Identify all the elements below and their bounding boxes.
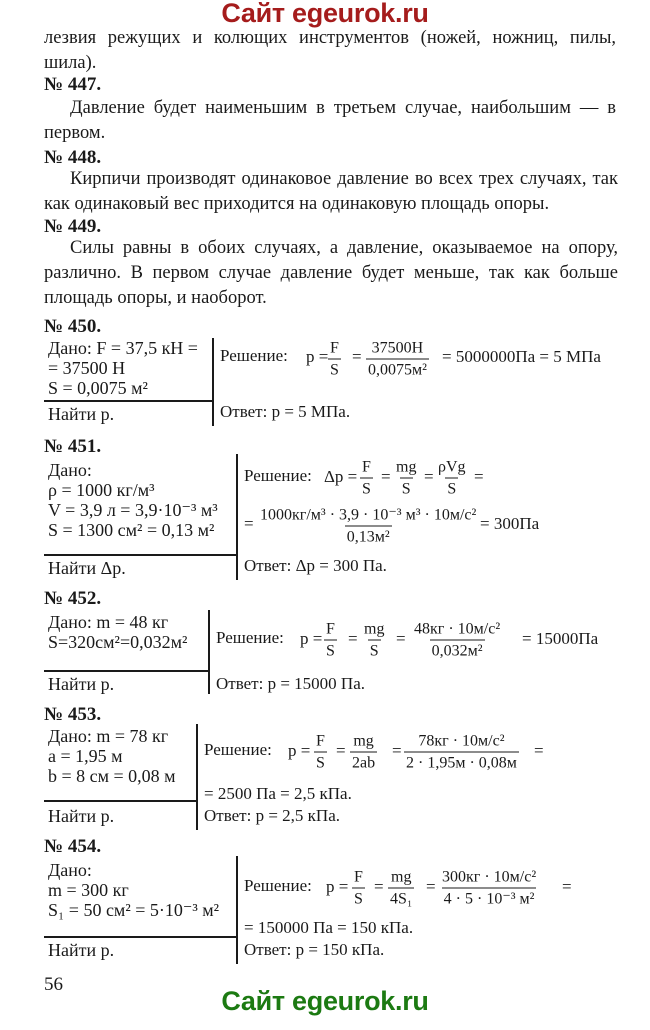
given-line: S₁ = 50 см² = 5·10⁻³ м²	[48, 900, 220, 920]
equals-sign: =	[562, 877, 572, 896]
fraction-numerator: F	[326, 620, 335, 638]
page-number: 56	[44, 974, 63, 995]
given-line: V = 3,9 л = 3,9·10⁻³ м³	[48, 500, 218, 520]
given-separator	[212, 338, 214, 426]
formula-result: = 5000000Па = 5 МПа	[442, 347, 601, 366]
problem-449-number: № 449.	[44, 216, 102, 237]
fraction-denominator: 2 · 1,95м · 0,08м	[404, 752, 519, 773]
problem-451-find: Найти Δp.	[48, 558, 126, 578]
fraction-denominator: S	[400, 478, 413, 499]
given-line: ρ = 1000 кг/м³	[48, 480, 155, 500]
equals-sign: =	[424, 467, 434, 486]
fraction-denominator: 4S₁	[388, 888, 414, 909]
equals-sign: =	[392, 741, 402, 760]
fraction-f-over-s	[352, 868, 365, 909]
problem-453-find: Найти p.	[48, 806, 115, 826]
problem-450-given	[48, 338, 198, 398]
given-line: b = 8 см = 0,08 м	[48, 766, 176, 786]
fraction-numerator: F	[330, 339, 339, 357]
fraction-mg-over-2ab	[350, 732, 377, 773]
given-divider	[44, 800, 198, 802]
given-separator	[196, 724, 198, 830]
equals-sign: =	[474, 467, 484, 486]
fraction-denominator: S	[445, 478, 458, 499]
fraction-numerator: F	[316, 732, 325, 750]
problem-450-find: Найти p.	[48, 404, 115, 424]
problem-452-number: № 452.	[44, 588, 102, 609]
fraction-denominator: S	[368, 640, 381, 661]
fraction-f-over-s	[360, 458, 373, 499]
given-line: a = 1,95 м	[48, 746, 123, 766]
fraction-rhovg-over-s	[436, 458, 468, 499]
problem-452-answer: Ответ: p = 15000 Па.	[216, 674, 365, 693]
fraction-values	[440, 868, 538, 909]
solution-label: Решение:	[244, 876, 312, 895]
given-divider	[44, 400, 214, 402]
fraction-denominator: 2ab	[350, 752, 377, 773]
given-line: Дано:	[48, 860, 92, 880]
fraction-mg-over-s	[394, 458, 418, 499]
problem-454-find: Найти p.	[48, 940, 115, 960]
fraction-values	[366, 339, 429, 380]
problem-448-number: № 448.	[44, 147, 102, 168]
fraction-numerator: 48кг · 10м/с²	[414, 620, 501, 638]
intro-text: лезвия режущих и колющих инструментов (ножей, ножниц, пилы, шила).	[44, 28, 616, 73]
fraction-numerator: ρVg	[438, 458, 466, 476]
formula-lhs: p =	[288, 741, 311, 760]
formula-lhs: p =	[300, 629, 323, 648]
site-banner-bottom: Сайт egeurok.ru	[221, 986, 429, 1016]
problem-453-number: № 453.	[44, 704, 102, 725]
given-line: S = 0,0075 м²	[48, 378, 148, 398]
given-line: S=320см²=0,032м²	[48, 632, 188, 652]
given-line: m = 300 кг	[48, 880, 129, 900]
problem-451-given	[48, 460, 218, 540]
equals-sign: =	[426, 877, 436, 896]
solution-label: Решение:	[216, 628, 284, 647]
given-line: Дано: m = 78 кг	[48, 726, 169, 746]
fraction-numerator: mg	[396, 458, 417, 476]
equals-sign: =	[374, 877, 384, 896]
equals-sign: =	[348, 629, 358, 648]
problem-451-number: № 451.	[44, 436, 102, 457]
problem-454-result: = 150000 Па = 150 кПа.	[244, 918, 414, 937]
problem-452-find: Найти p.	[48, 674, 115, 694]
fraction-denominator: 0,032м²	[430, 640, 485, 661]
fraction-values	[404, 732, 519, 773]
fraction-mg-over-s	[362, 620, 386, 661]
problem-453-answer: Ответ: p = 2,5 кПа.	[204, 806, 340, 825]
fraction-denominator: 0,0075м²	[366, 359, 429, 380]
fraction-denominator: S	[324, 640, 337, 661]
fraction-denominator: S	[360, 478, 373, 499]
fraction-denominator: S	[352, 888, 365, 909]
problem-453-given	[48, 726, 176, 786]
fraction-numerator: 300кг · 10м/с²	[442, 868, 537, 886]
given-separator	[208, 610, 210, 694]
equals-sign: =	[244, 514, 254, 533]
fraction-denominator: 0,13м²	[345, 526, 392, 547]
fraction-values	[412, 620, 502, 661]
problem-453-result: = 2500 Па = 2,5 кПа.	[204, 784, 352, 803]
fraction-f-over-s	[314, 732, 327, 773]
given-divider	[44, 554, 238, 556]
problem-450-number: № 450.	[44, 316, 102, 337]
site-banner-top: Сайт egeurok.ru	[221, 0, 429, 28]
formula-lhs: p =	[326, 877, 349, 896]
given-line: Дано:	[48, 460, 92, 480]
problem-454-given	[48, 860, 219, 920]
given-line: Дано: m = 48 кг	[48, 612, 169, 632]
formula-lhs: p =	[306, 347, 329, 366]
problem-448-text: Кирпичи производят одинаковое давление во всех трех случаях, так как одинаковый вес приходится на одинаковую площадь опоры.	[44, 169, 618, 214]
fraction-f-over-s	[328, 339, 341, 380]
fraction-numerator: 1000кг/м³ · 3,9 · 10⁻³ м³ · 10м/с²	[260, 506, 477, 524]
fraction-numerator: 37500Н	[371, 339, 424, 357]
fraction-numerator: mg	[353, 732, 374, 750]
equals-sign: =	[381, 467, 391, 486]
fraction-values	[258, 506, 478, 547]
fraction-numerator: mg	[391, 868, 412, 886]
solution-label: Решение:	[220, 346, 288, 365]
fraction-numerator: F	[362, 458, 371, 476]
fraction-numerator: mg	[364, 620, 385, 638]
formula-result: = 15000Па	[522, 629, 599, 648]
fraction-numerator: 78кг · 10м/с²	[418, 732, 505, 750]
problem-450-answer: Ответ: p = 5 МПа.	[220, 402, 351, 421]
fraction-denominator: 4 · 5 · 10⁻³ м²	[442, 888, 537, 909]
formula-lhs: Δp =	[324, 467, 358, 486]
problem-454-number: № 454.	[44, 836, 102, 857]
fraction-numerator: F	[354, 868, 363, 886]
given-divider	[44, 670, 210, 672]
given-line: = 37500 Н	[48, 358, 126, 378]
fraction-f-over-s	[324, 620, 337, 661]
problem-451-answer: Ответ: Δp = 300 Па.	[244, 556, 387, 575]
problem-447-number: № 447.	[44, 74, 102, 95]
problem-449-text: Силы равны в обоих случаях, а давление, оказываемое на опору, различно. В первом случае давление будет меньше, так как больше площадь опоры, и наоборот.	[44, 238, 618, 308]
given-line: Дано: F = 37,5 кН =	[48, 338, 198, 358]
fraction-denominator: S	[314, 752, 327, 773]
solution-label: Решение:	[204, 740, 272, 759]
given-line: S = 1300 см² = 0,13 м²	[48, 520, 215, 540]
fraction-denominator: S	[328, 359, 341, 380]
problem-454-answer: Ответ: p = 150 кПа.	[244, 940, 385, 959]
equals-sign: =	[336, 741, 346, 760]
solution-label: Решение:	[244, 466, 312, 485]
problem-447-text: Давление будет наименьшим в третьем случае, наибольшим — в первом.	[44, 98, 616, 143]
given-divider	[44, 936, 238, 938]
given-separator	[236, 454, 238, 580]
equals-sign: =	[534, 741, 544, 760]
given-separator	[236, 856, 238, 964]
formula-result: = 300Па	[480, 514, 540, 533]
problem-452-given	[48, 612, 187, 652]
fraction-mg-over-4s1	[388, 868, 414, 909]
equals-sign: =	[396, 629, 406, 648]
equals-sign: =	[352, 347, 362, 366]
